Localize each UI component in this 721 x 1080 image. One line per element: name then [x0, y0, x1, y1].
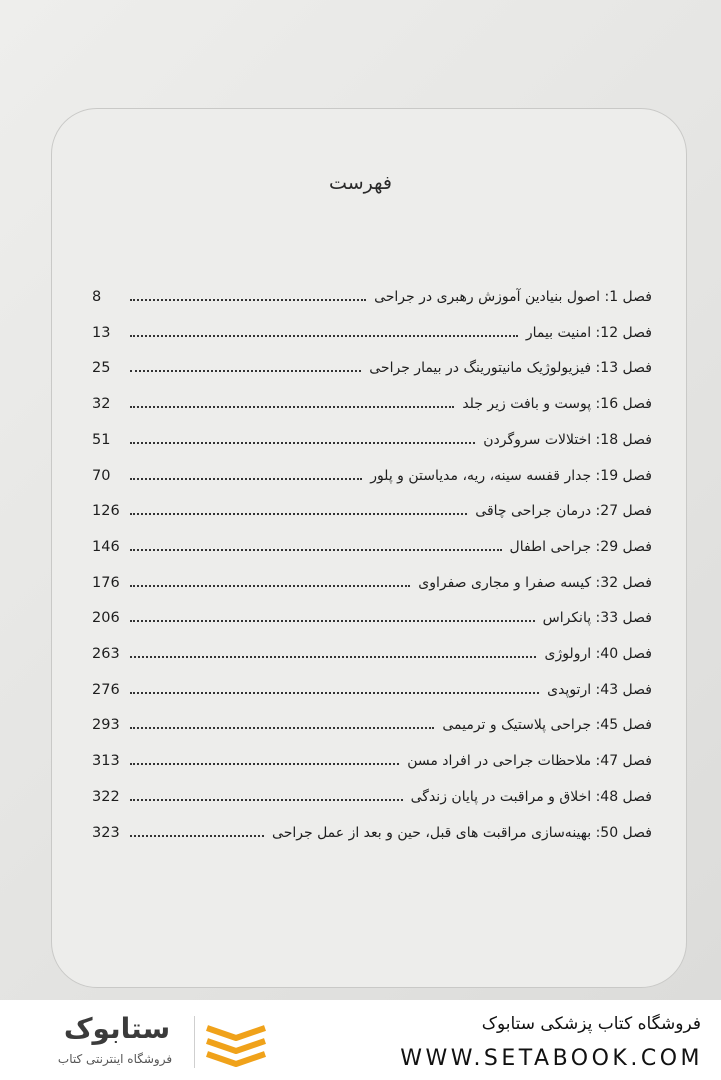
toc-entry-leader-dots: [130, 299, 366, 301]
toc-entry-leader-dots: [130, 763, 399, 765]
toc-entry[interactable]: [92, 354, 652, 376]
toc-entry-leader-dots: [130, 585, 410, 587]
toc-entry[interactable]: [92, 604, 652, 626]
toc-entry-leader-dots: [130, 656, 536, 658]
toc-entry-page-number: 263: [92, 646, 120, 662]
toc-entry-leader-dots: [130, 692, 539, 694]
toc-heading: فهرست: [329, 172, 392, 194]
toc-entry-page-number: 146: [92, 538, 120, 555]
toc-entry-title: فصل 27: درمان جراحی چاقی: [475, 503, 652, 520]
toc-entry-page-number: 176: [92, 574, 120, 591]
toc-entry-leader-dots: [130, 799, 403, 801]
toc-entry[interactable]: [92, 497, 652, 519]
toc-entry-title: فصل 45: جراحی پلاستیک و ترمیمی: [442, 717, 652, 734]
toc-entry-page-number: 313: [92, 753, 120, 770]
toc-entry-title: فصل 16: پوست و بافت زیر جلد: [462, 396, 652, 413]
toc-entry[interactable]: [92, 747, 652, 769]
toc-entry[interactable]: [92, 533, 652, 555]
toc-entry-title: فصل 18: اختلالات سروگردن: [483, 431, 652, 448]
toc-entry-title: فصل 1: اصول بنیادین آموزش رهبری در جراحی: [374, 289, 652, 305]
toc-entry-page-number: 206: [92, 610, 120, 627]
toc-entry-title: فصل 47: ملاحظات جراحی در افراد مسن: [407, 753, 652, 770]
toc-entry-title: فصل 43: ارتوپدی: [547, 681, 652, 698]
toc-entry-leader-dots: [130, 406, 454, 408]
toc-entry-title: فصل 48: اخلاق و مراقبت در پایان زندگی: [410, 788, 652, 805]
toc-entry-leader-dots: [130, 370, 361, 372]
toc-entry-leader-dots: [130, 442, 475, 444]
shop-url[interactable]: WWW.SETABOOK.COM: [400, 1046, 703, 1071]
toc-entry[interactable]: [92, 390, 652, 412]
toc-entry-title: فصل 29: جراحی اطفال: [509, 538, 652, 555]
toc-entry[interactable]: [92, 283, 652, 305]
toc-entry-page-number: 70: [92, 467, 111, 484]
toc-entry[interactable]: [92, 319, 652, 341]
shop-name: فروشگاه کتاب پزشکی ستابوک: [481, 1014, 701, 1034]
toc-entry[interactable]: [92, 426, 652, 448]
toc-entry-title: فصل 40: ارولوژی: [544, 646, 652, 662]
toc-entry-page-number: 276: [92, 681, 120, 698]
toc-entry-page-number: 322: [92, 788, 120, 805]
toc-entry-page-number: 323: [92, 824, 120, 841]
toc-entry-page-number: 32: [92, 396, 111, 413]
logo-wordmark-text: ستابوک: [63, 1012, 171, 1045]
toc-entry-title: فصل 33: پانکراس: [542, 610, 652, 627]
toc-entry-title: فصل 13: فیزیولوژیک مانیتورینگ در بیمار جراحی: [369, 360, 652, 377]
toc-entry[interactable]: [92, 783, 652, 805]
toc-entry-page-number: 25: [92, 360, 111, 377]
toc-entry-page-number: 126: [92, 503, 120, 520]
toc-entry-leader-dots: [130, 727, 434, 729]
toc-entry-leader-dots: [130, 335, 518, 337]
toc-entry-title: فصل 32: کیسه صفرا و مجاری صفراوی: [418, 574, 652, 591]
toc-entry[interactable]: [92, 819, 652, 841]
toc-entry-title: فصل 50: بهینه‌سازی مراقبت های قبل، حین و بعد از عمل جراحی: [272, 824, 652, 841]
logo-tagline: فروشگاه اینترنتی کتاب: [57, 1052, 173, 1066]
toc-entry-leader-dots: [130, 478, 362, 480]
toc-entry[interactable]: [92, 676, 652, 698]
toc-entry-page-number: 13: [92, 324, 111, 341]
logo-divider: [194, 1016, 195, 1068]
toc-entry[interactable]: [92, 462, 652, 484]
toc-entry-title: فصل 12: امنیت بیمار: [525, 324, 652, 341]
toc-entry-leader-dots: [130, 835, 264, 837]
toc-entry-leader-dots: [130, 513, 467, 515]
toc-entry-page-number: 51: [92, 431, 111, 448]
toc-entry-title: فصل 19: جدار قفسه سینه، ریه، مدیاستن و پلور: [370, 467, 652, 484]
toc-entry[interactable]: [92, 640, 652, 662]
toc-entry-page-number: 293: [92, 717, 120, 734]
toc-entry[interactable]: [92, 711, 652, 733]
toc-entry[interactable]: [92, 569, 652, 591]
toc-entry-page-number: 8: [92, 289, 102, 305]
toc-entry-leader-dots: [130, 620, 535, 622]
toc-entry-leader-dots: [130, 549, 502, 551]
book-stack-logo-icon: [203, 1014, 269, 1070]
logo-wordmark: [42, 1012, 192, 1045]
